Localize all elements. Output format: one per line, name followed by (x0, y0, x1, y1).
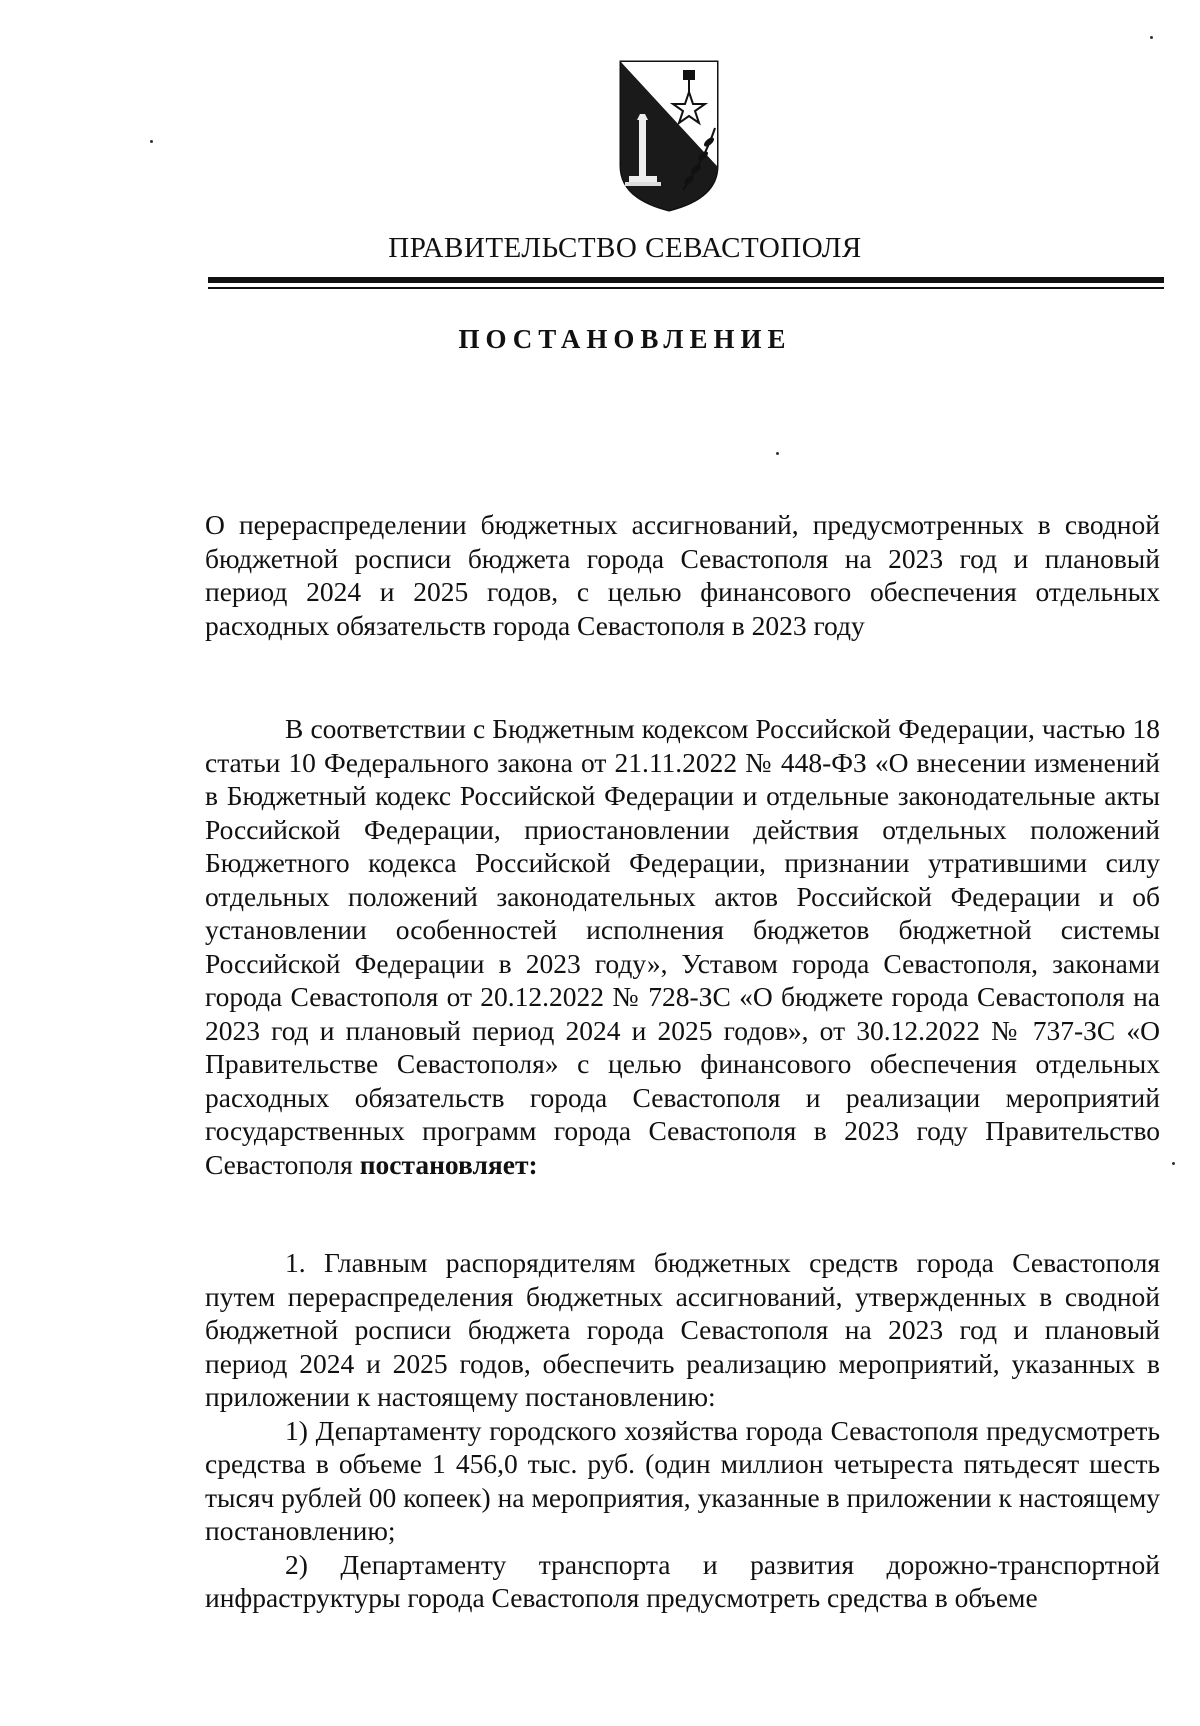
header-rule-thick (208, 277, 1164, 283)
preamble-paragraph (205, 712, 1160, 1181)
decree-subitem-1: 1) Департаменту городского хозяйства города Севастополя предусмотреть средства в объеме 1 456,0 тыс. руб. (один миллион четыреста пятьдесят шесть тысяч рублей 00 копеек) на мероприятия, указанные в приложении к настоящему постановлению; (205, 1414, 1160, 1546)
scan-speck (150, 140, 153, 143)
document-type-heading: ПОСТАНОВЛЕНИЕ (458, 324, 792, 354)
organization-name: ПРАВИТЕЛЬСТВО СЕВАСТОПОЛЯ (388, 232, 862, 264)
scan-speck (1150, 36, 1153, 39)
preamble-text: В соответствии с Бюджетным кодексом Российской Федерации, частью 18 статьи 10 Федерального закона от 21.11.2022 № 448-ФЗ «О внесении изменений в Бюджетный кодекс Российской Федерации и отдельные законодательные акты Российской Федерации, приостановлении действия отдельных положений Бюджетного кодекса Российской Федерации, признании утратившими силу отдельных положений законодательных актов Российской Федерации и об установлении особенностей исполнения бюджетов бюджетной системы Российской Федерации в 2023 году», Уставом города Севастополя, законами города Севастополя от 20.12.2022 № 728-ЗС «О бюджете города Севастополя на 2023 год и плановый период 2024 и 2025 годов», от 30.12.2022 № 737-ЗС «О Правительстве Севастополя» с целью финансового обеспечения отдельных расходных обязательств города Севастополя и реализации мероприятий государственных программ города Севастополя в 2023 году Правительство Севастополя (205, 713, 1160, 1180)
header-rule-thin (208, 287, 1164, 289)
scan-speck (1172, 1162, 1175, 1165)
decree-subitem-2: 2) Департаменту транспорта и развития дорожно-транспортной инфраструктуры города Севастополя предусмотреть средства в объеме (205, 1548, 1160, 1613)
coat-of-arms-emblem (617, 58, 721, 214)
preamble-keyword: постановляет: (359, 1148, 538, 1180)
decree-item-1: 1. Главным распорядителям бюджетных средств города Севастополя путем перераспределения бюджетных ассигнований, утвержденных в сводной бюджетной росписи бюджета города Севастополя на 2023 год и плановый период 2024 и 2025 годов, обеспечить реализацию мероприятий, указанных в приложении к настоящему постановлению: (205, 1247, 1160, 1412)
decree-section (205, 1246, 1160, 1615)
document-title (205, 508, 1160, 642)
scan-speck (776, 452, 779, 455)
document-title-text: О перераспределении бюджетных ассигнований, предусмотренных в сводной бюджетной росписи бюджета города Севастополя на 2023 год и плановый период 2024 и 2025 годов, с целью финансового обеспечения отдельных расходных обязательств города Севастополя в 2023 году (205, 509, 1160, 641)
